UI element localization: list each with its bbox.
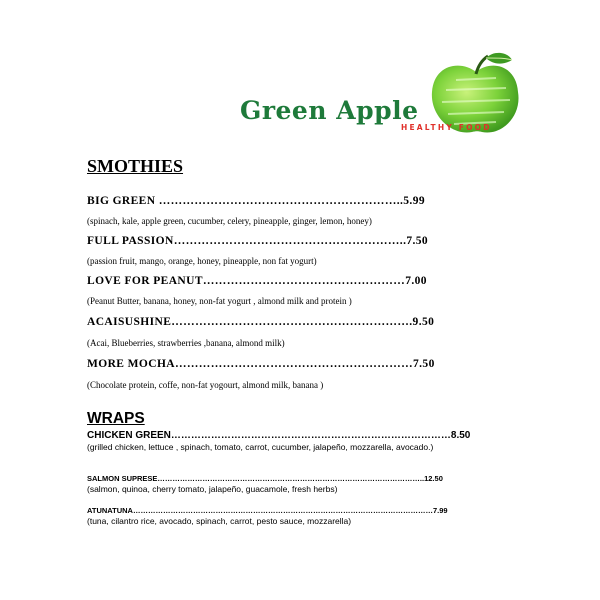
menu-item-description: (Acai, Blueberries, strawberries ,banana, almond milk) bbox=[87, 338, 285, 348]
wraps-heading: WRAPS bbox=[87, 410, 145, 427]
menu-item-more-mocha: MORE MOCHA……………………………………………………7.50 bbox=[87, 358, 435, 370]
menu-item-description: (spinach, kale, apple green, cucumber, celery, pineapple, ginger, lemon, honey) bbox=[87, 216, 372, 226]
menu-item-acaisushine: ACAISUSHINE…………………………………………………….9.50 bbox=[87, 316, 435, 328]
menu-item-big-green: BIG GREEN ……………………………………………………..5.99 bbox=[87, 195, 426, 207]
menu-item-atunatuna: ATUNATUNA…………………………………………………………………………………………………………7.99 bbox=[87, 506, 448, 515]
green-apple-logo bbox=[236, 50, 526, 140]
menu-item-full-passion: FULL PASSION…………………………………………………..7.50 bbox=[87, 235, 429, 247]
brand-name: Green Apple bbox=[240, 96, 419, 125]
menu-item-description: (tuna, cilantro rice, avocado, spinach, carrot, pesto sauce, mozzarella) bbox=[87, 516, 352, 526]
brand-tagline: HEALTHY FOOD bbox=[401, 123, 492, 132]
menu-item-description: (Peanut Butter, banana, honey, non-fat yogurt , almond milk and protein ) bbox=[87, 296, 352, 306]
smoothies-heading: SMOTHIES bbox=[87, 156, 184, 176]
menu-item-description: (salmon, quinoa, cherry tomato, jalapeño, guacamole, fresh herbs) bbox=[87, 484, 338, 494]
menu-item-salmon-suprese: SALMON SUPRESE……………………………………………………………………………………………..12.50 bbox=[87, 474, 443, 483]
menu-item-chicken-green: CHICKEN GREEN…………………………………………………………………………8.50 bbox=[87, 430, 471, 441]
menu-item-description: (Chocolate protein, coffe, non-fat yogourt, almond milk, banana ) bbox=[87, 380, 324, 390]
menu-item-description: (passion fruit, mango, orange, honey, pineapple, non fat yogurt) bbox=[87, 256, 317, 266]
menu-item-love-for-peanut: LOVE FOR PEANUT……………………………………………7.00 bbox=[87, 275, 427, 287]
menu-item-description: (grilled chicken, lettuce , spinach, tomato, carrot, cucumber, jalapeño, mozzarella, avocado.) bbox=[87, 442, 434, 452]
